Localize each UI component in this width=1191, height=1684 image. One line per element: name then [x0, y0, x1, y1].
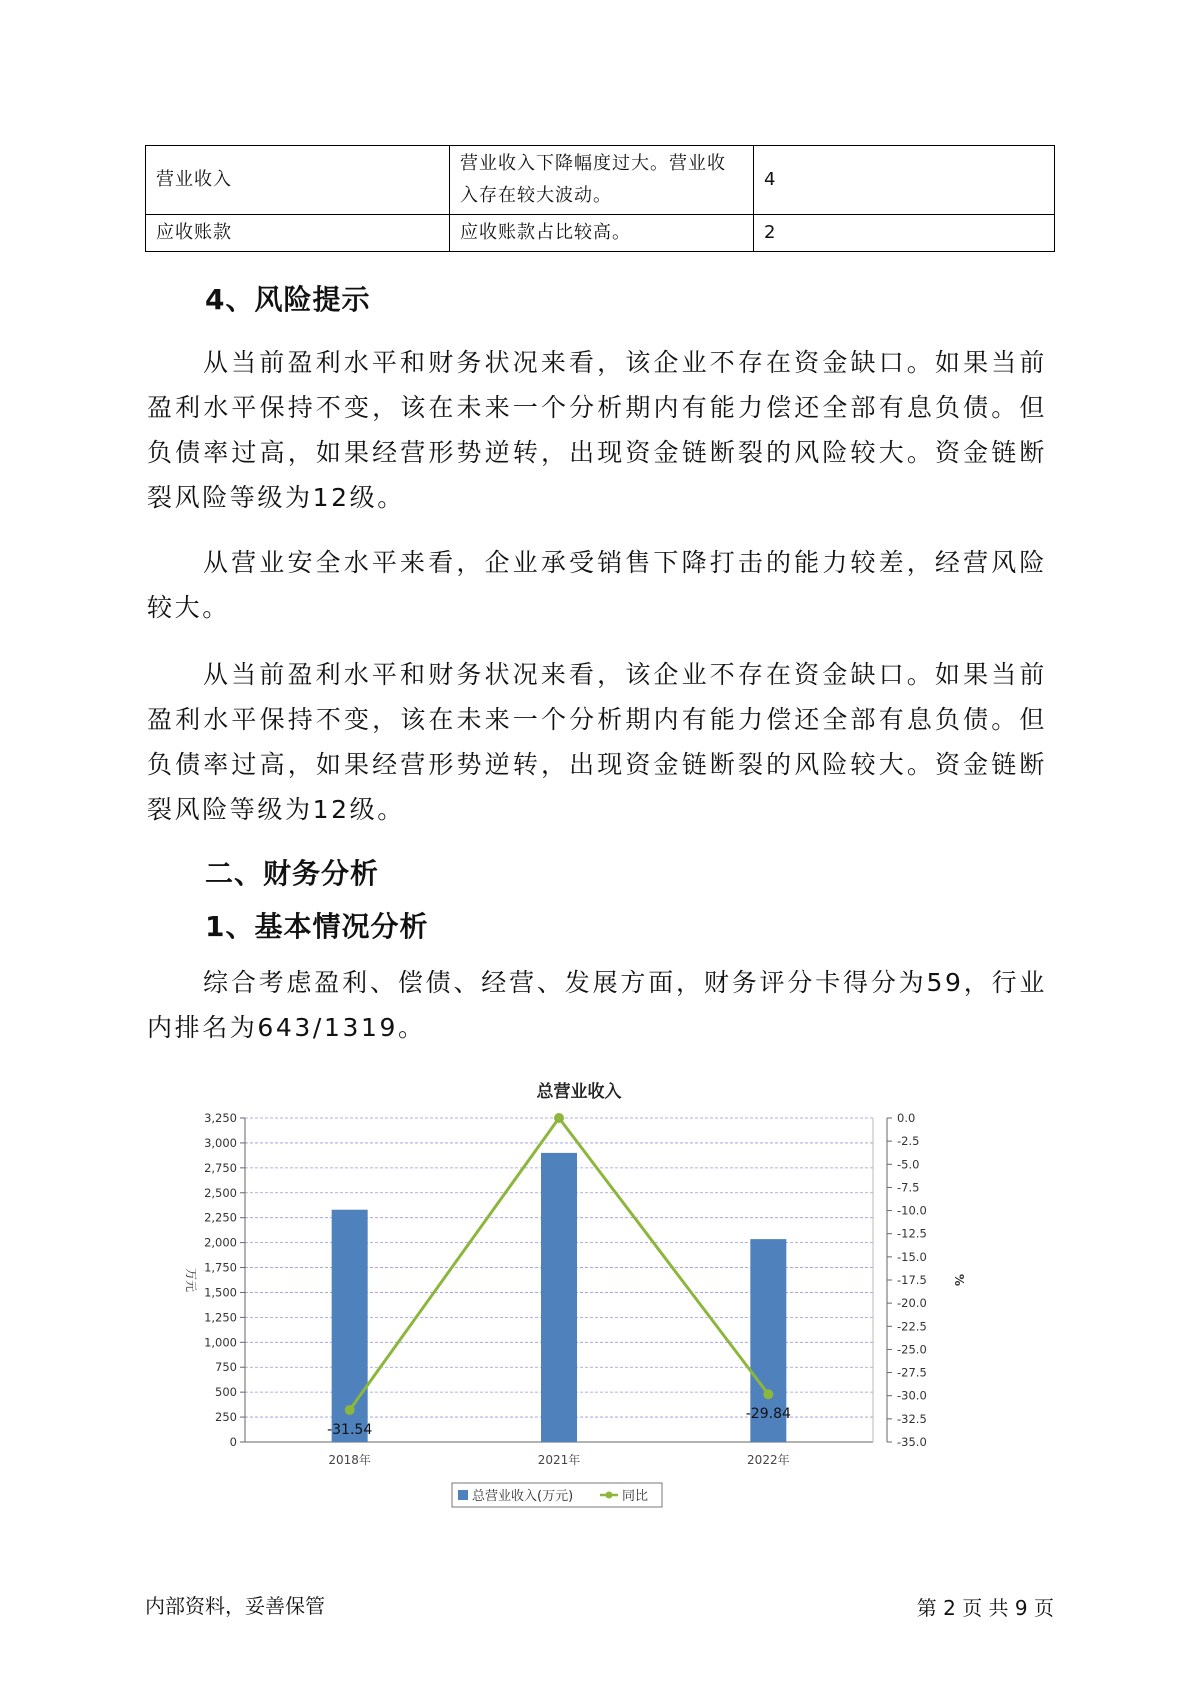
finance-paragraph: 综合考虑盈利、偿债、经营、发展方面，财务评分卡得分为59，行业内排名为643/1319。	[147, 968, 1047, 1042]
table-row	[146, 215, 1055, 252]
chart-title: 总营业收入	[536, 1082, 622, 1102]
table-cell-item: 应收账款	[146, 215, 450, 252]
y-right-tick-label: -20.0	[897, 1296, 927, 1311]
legend-bar-swatch	[458, 1490, 468, 1500]
y-right-tick-label: -10.0	[897, 1203, 927, 1218]
y-right-tick-label: -35.0	[897, 1435, 927, 1449]
y-right-axis-label: %	[952, 1273, 966, 1287]
data-label: -31.54	[327, 1421, 373, 1438]
footer-page-number: 第 2 页 共 9 页	[916, 1596, 1054, 1620]
subsection-heading-basic: 1、基本情况分析	[205, 910, 429, 943]
y-right-tick-label: -25.0	[897, 1342, 927, 1357]
section-heading-risk: 4、风险提示	[205, 283, 371, 316]
line-point	[763, 1389, 773, 1399]
y-left-tick-label: 3,000	[204, 1135, 237, 1150]
table-cell-item: 营业收入	[146, 146, 450, 215]
y-right-tick-label: -27.5	[897, 1365, 927, 1380]
y-left-tick-label: 2,750	[204, 1160, 237, 1175]
table-row	[146, 146, 1055, 215]
y-right-tick-label: -2.5	[897, 1134, 920, 1149]
legend-line-marker	[606, 1492, 613, 1499]
y-right-tick-label: -22.5	[897, 1319, 927, 1334]
risk-table	[145, 145, 1055, 252]
revenue-chart	[155, 1075, 1035, 1535]
risk-paragraph-3: 从当前盈利水平和财务状况来看，该企业不存在资金缺口。如果当前盈利水平保持不变，该在未来一个分析期内有能力偿还全部有息负债。但负债率过高，如果经营形势逆转，出现资金链断裂的风险较大。资金链断裂风险等级为12级。	[147, 660, 1047, 824]
y-left-tick-label: 3,250	[204, 1111, 237, 1125]
y-left-tick-label: 250	[215, 1410, 237, 1425]
y-right-tick-label: -12.5	[897, 1226, 927, 1241]
risk-paragraph-2: 从营业安全水平来看，企业承受销售下降打击的能力较差，经营风险较大。	[147, 548, 1047, 622]
y-right-tick-label: -15.0	[897, 1249, 927, 1264]
section-heading-finance: 二、财务分析	[205, 857, 380, 890]
y-right-tick-label: -5.0	[897, 1157, 920, 1172]
line-point	[345, 1405, 355, 1415]
y-left-tick-label: 1,500	[204, 1285, 237, 1300]
bar	[541, 1153, 577, 1442]
y-left-tick-label: 1,250	[204, 1310, 237, 1325]
y-left-tick-label: 2,000	[204, 1235, 237, 1250]
table-cell-desc: 应收账款占比较高。	[450, 215, 754, 252]
data-label: -29.84	[745, 1406, 791, 1423]
y-right-tick-label: -7.5	[897, 1180, 920, 1195]
y-left-tick-label: 0	[229, 1435, 237, 1449]
y-left-tick-label: 1,000	[204, 1335, 237, 1350]
y-left-tick-label: 750	[215, 1360, 237, 1375]
y-left-tick-label: 1,750	[204, 1260, 237, 1275]
table-cell-score: 2	[754, 215, 1055, 252]
legend-bar-label: 总营业收入(万元)	[472, 1489, 574, 1504]
y-left-axis-label: 万元	[184, 1267, 198, 1293]
y-right-tick-label: -17.5	[897, 1273, 927, 1287]
legend-line-label: 同比	[622, 1489, 649, 1504]
table-cell-desc: 营业收入下降幅度过大。营业收入存在较大波动。	[450, 146, 754, 215]
y-left-tick-label: 500	[215, 1385, 237, 1400]
y-right-tick-label: -32.5	[897, 1411, 927, 1426]
y-right-tick-label: 0.0	[897, 1111, 916, 1125]
x-tick-label: 2021年	[537, 1453, 581, 1467]
table-cell-score: 4	[754, 146, 1055, 215]
risk-paragraph-1: 从当前盈利水平和财务状况来看，该企业不存在资金缺口。如果当前盈利水平保持不变，该在未来一个分析期内有能力偿还全部有息负债。但负债率过高，如果经营形势逆转，出现资金链断裂的风险较大。资金链断裂风险等级为12级。	[147, 348, 1047, 512]
y-left-tick-label: 2,500	[204, 1185, 237, 1200]
line-point	[554, 1113, 564, 1123]
footer-confidential: 内部资料，妥善保管	[145, 1594, 325, 1618]
y-left-tick-label: 2,250	[204, 1210, 237, 1225]
x-tick-label: 2022年	[747, 1453, 790, 1467]
y-right-tick-label: -30.0	[897, 1388, 927, 1403]
x-tick-label: 2018年	[328, 1453, 371, 1467]
